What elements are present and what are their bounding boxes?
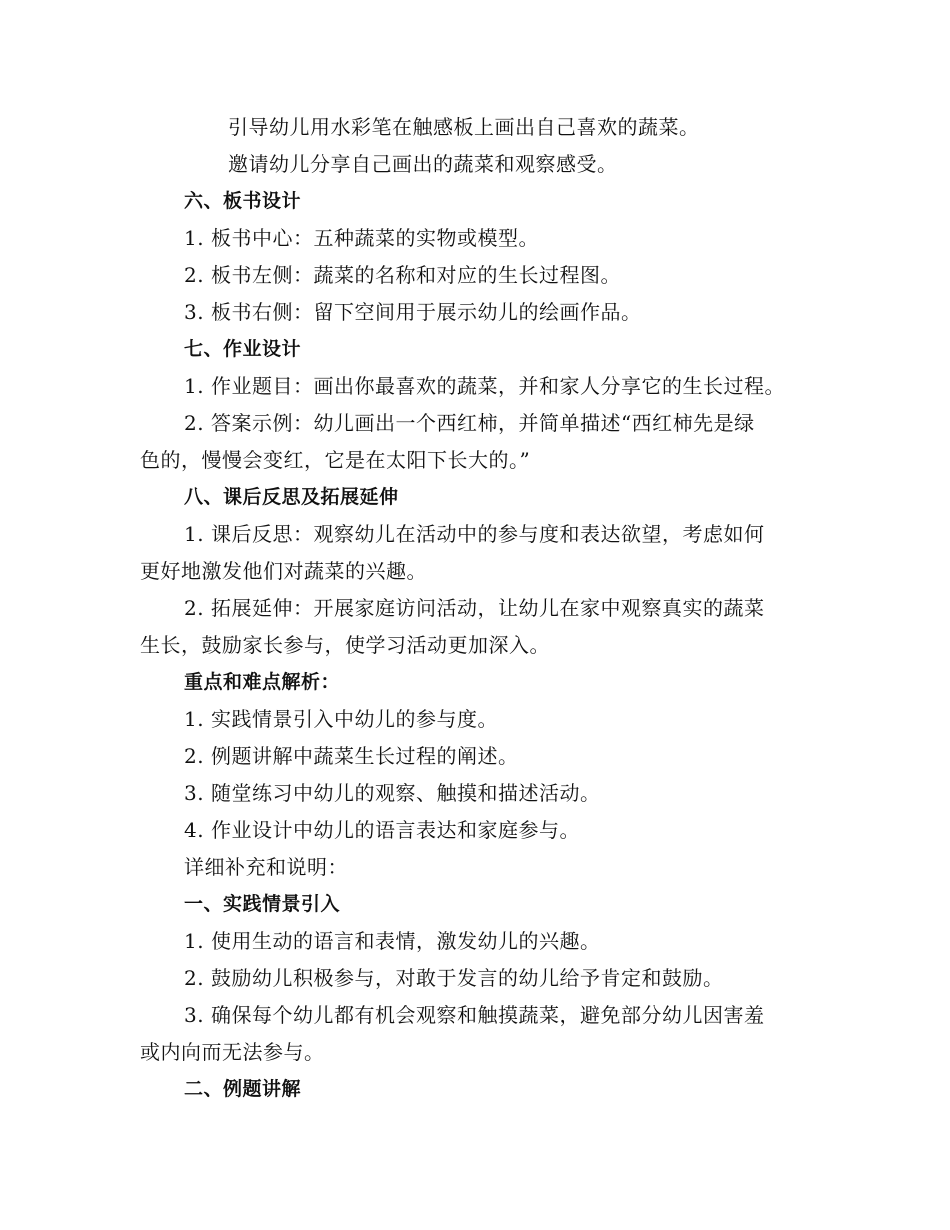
paragraph-line: 邀请幼儿分享自己画出的蔬菜和观察感受。 (228, 152, 618, 176)
paragraph-line: 详细补充和说明： (184, 855, 348, 879)
list-item: 1. 实践情景引入中幼儿的参与度。 (184, 707, 498, 731)
list-item-continuation: 更好地激发他们对蔬菜的兴趣。 (140, 559, 427, 583)
list-item-continuation: 色的，慢慢会变红，它是在太阳下长大的。” (140, 448, 531, 472)
section-heading: 一、实践情景引入 (184, 893, 341, 915)
list-item-continuation: 或内向而无法参与。 (140, 1040, 325, 1064)
section-heading: 七、作业设计 (184, 338, 302, 360)
list-item: 3. 确保每个幼儿都有机会观察和触摸蔬菜，避免部分幼儿因害羞 (184, 1003, 765, 1027)
list-item: 1. 作业题目：画出你最喜欢的蔬菜，并和家人分享它的生长过程。 (184, 374, 785, 398)
list-item: 1. 课后反思：观察幼儿在活动中的参与度和表达欲望，考虑如何 (184, 522, 765, 546)
list-item: 1. 使用生动的语言和表情，激发幼儿的兴趣。 (184, 929, 601, 953)
paragraph-line: 引导幼儿用水彩笔在触感板上画出自己喜欢的蔬菜。 (228, 115, 700, 139)
list-item: 4. 作业设计中幼儿的语言表达和家庭参与。 (184, 818, 580, 842)
section-heading: 二、例题讲解 (184, 1078, 302, 1100)
list-item: 2. 板书左侧：蔬菜的名称和对应的生长过程图。 (184, 263, 621, 287)
section-heading: 八、课后反思及拓展延伸 (184, 486, 399, 508)
list-item: 3. 随堂练习中幼儿的观察、触摸和描述活动。 (184, 781, 601, 805)
list-item: 2. 答案示例：幼儿画出一个西红柿，并简单描述“西红柿先是绿 (184, 411, 755, 435)
list-item: 3. 板书右侧：留下空间用于展示幼儿的绘画作品。 (184, 300, 642, 324)
list-item: 1. 板书中心：五种蔬菜的实物或模型。 (184, 226, 539, 250)
list-item: 2. 鼓励幼儿积极参与，对敢于发言的幼儿给予肯定和鼓励。 (184, 966, 724, 990)
list-item: 2. 例题讲解中蔬菜生长过程的阐述。 (184, 744, 519, 768)
list-item-continuation: 生长，鼓励家长参与，使学习活动更加深入。 (140, 633, 550, 657)
section-heading: 六、板书设计 (184, 190, 302, 212)
list-item: 2. 拓展延伸：开展家庭访问活动，让幼儿在家中观察真实的蔬菜 (184, 596, 765, 620)
section-heading: 重点和难点解析： (184, 671, 341, 693)
